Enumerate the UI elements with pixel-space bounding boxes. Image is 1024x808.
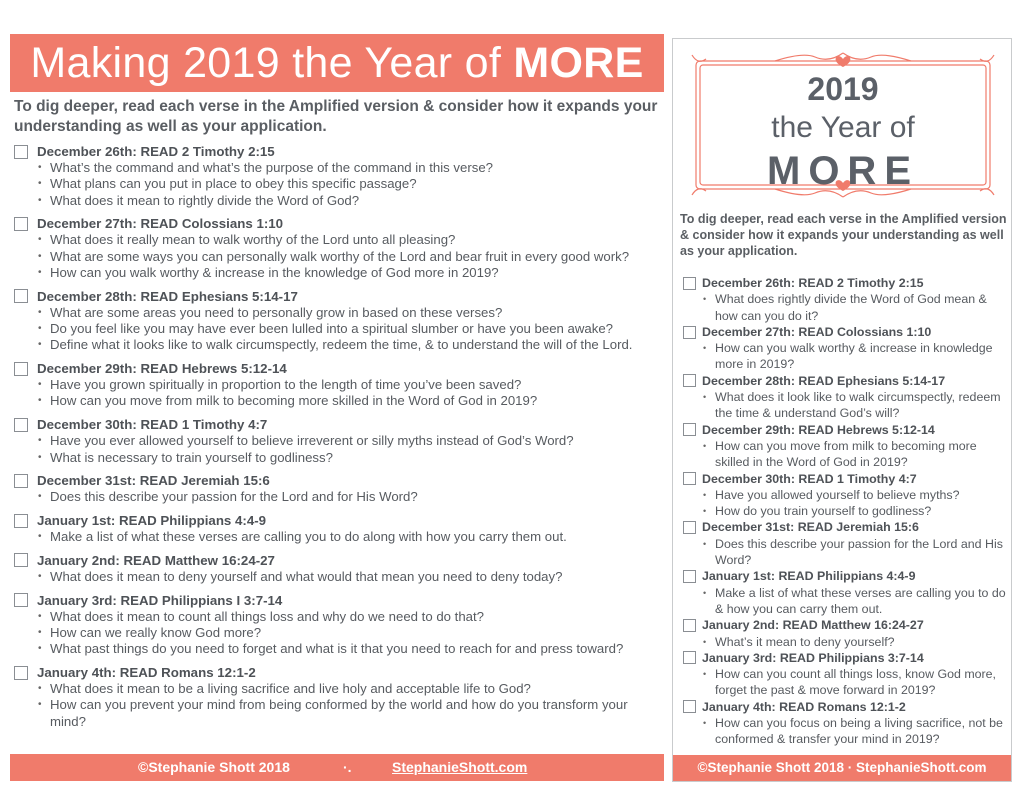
question-item: • What does it mean to count all things loss and why do we need to do that? (38, 609, 664, 625)
question-list (683, 389, 1008, 422)
reading-heading-text: January 1st: READ Philippians 4:4-9 (702, 569, 916, 584)
reading-item (14, 512, 664, 545)
checkbox[interactable] (683, 423, 696, 436)
question-list (14, 160, 664, 209)
question-item: • How can you focus on being a living sacrifice, not be conformed & transfer your mind in 2019? (703, 715, 1008, 748)
reading-item (683, 422, 1008, 471)
reading-heading-text: December 30th: READ 1 Timothy 4:7 (702, 471, 917, 486)
question-item: • Have you grown spiritually in proportion to the length of time you’ve been saved? (38, 377, 664, 393)
reading-item (683, 650, 1008, 699)
left-footer-link[interactable]: StephanieShott.com (392, 759, 528, 775)
reading-item (14, 472, 664, 505)
question-item: • How can you prevent your mind from being conformed by the world and how do you transform your mind? (38, 697, 664, 730)
reading-item-heading (683, 568, 1008, 584)
reading-heading-text: December 26th: READ 2 Timothy 2:15 (702, 276, 924, 290)
checkbox[interactable] (683, 651, 696, 664)
reading-item-heading (683, 650, 1008, 666)
question-item: • What does it really mean to walk worthy of the Lord unto all pleasing? (38, 232, 664, 248)
reading-item-heading (683, 699, 1008, 715)
checkbox[interactable] (14, 289, 28, 303)
reading-heading-text: January 1st: READ Philippians 4:4-9 (37, 513, 267, 529)
question-list (683, 585, 1008, 618)
reading-item-heading (683, 471, 1008, 487)
checkbox[interactable] (683, 374, 696, 387)
question-item: • What are some areas you need to personally grow in based on these verses? (38, 305, 664, 321)
reading-item (683, 699, 1008, 748)
question-item: • Does this describe your passion for the Lord and for His Word? (38, 489, 664, 505)
reading-item (14, 592, 664, 658)
left-footer (10, 754, 664, 781)
question-item: • What plans can you put in place to obey this specific passage? (38, 176, 664, 192)
left-title-more: MORE (513, 39, 644, 87)
right-intro: To dig deeper, read each verse in the Amplified version & consider how it expands your understanding as well as your application. (680, 212, 1007, 258)
right-card (672, 38, 1012, 782)
question-list (683, 634, 1008, 650)
question-item: • What past things do you need to forget and what is it that you need to reach for and press toward? (38, 641, 664, 657)
question-item: • How can you move from milk to becoming more skilled in the Word of God in 2019? (703, 438, 1008, 471)
question-list (14, 489, 664, 505)
reading-item (14, 552, 664, 585)
question-item: • Have you ever allowed yourself to believe irreverent or silly myths instead of God’s Word? (38, 433, 664, 449)
checkbox[interactable] (14, 362, 28, 376)
question-item: • Does this describe your passion for the Lord and His Word? (703, 536, 1008, 569)
left-title-text: Making 2019 the Year of (30, 39, 514, 87)
reading-heading-text: December 28th: READ Ephesians 5:14-17 (702, 373, 946, 388)
question-item: • How can you count all things loss, know God more, forget the past & move forward in 2019? (703, 666, 1008, 699)
reading-heading-text: December 27th: READ Colossians 1:10 (37, 216, 284, 232)
reading-item-heading (683, 324, 1008, 340)
question-item: • How can you move from milk to becoming more skilled in the Word of God in 2019? (38, 393, 664, 409)
reading-item (14, 416, 664, 466)
reading-item (14, 360, 664, 410)
checkbox[interactable] (14, 418, 28, 432)
reading-heading-text: January 4th: READ Romans 12:1-2 (702, 699, 906, 714)
checkbox[interactable] (683, 277, 696, 290)
reading-item-heading (14, 592, 664, 609)
question-item: • What does it mean to deny yourself and what would that mean you need to deny today? (38, 569, 664, 585)
checkbox[interactable] (14, 593, 28, 607)
reading-item-heading (683, 373, 1008, 389)
reading-heading-text: December 30th: READ 1 Timothy 4:7 (37, 417, 268, 433)
reading-item (683, 471, 1008, 520)
card-title-more: MORE (767, 149, 919, 193)
reading-item-heading (683, 617, 1008, 633)
left-reading-list (14, 143, 664, 737)
checkbox[interactable] (14, 474, 28, 488)
checkbox[interactable] (14, 514, 28, 528)
reading-heading-text: December 29th: READ Hebrews 5:12-14 (37, 361, 287, 377)
checkbox[interactable] (14, 145, 28, 159)
question-list (14, 433, 664, 466)
reading-item-heading (683, 422, 1008, 438)
question-item: • Do you feel like you may have ever been lulled into a spiritual slumber or have you been awake? (38, 321, 664, 337)
reading-heading-text: January 3rd: READ Philippians I 3:7-14 (37, 592, 283, 608)
reading-item (14, 215, 664, 281)
reading-heading-text: January 3rd: READ Philippians 3:7-14 (702, 650, 924, 665)
checkbox[interactable] (14, 217, 28, 231)
checkbox[interactable] (683, 472, 696, 485)
question-list (14, 305, 664, 354)
question-list (14, 232, 664, 281)
right-footer: ©Stephanie Shott 2018 · StephanieShott.com (673, 755, 1011, 781)
card-title-the-year-of: the Year of (771, 111, 915, 144)
reading-item-heading (14, 215, 664, 232)
question-list (683, 715, 1008, 748)
reading-item-heading (14, 472, 664, 489)
question-item: • What are some ways you can personally walk worthy of the Lord and bear fruit in every good work? (38, 249, 664, 265)
reading-item (683, 275, 1008, 324)
question-list (14, 529, 664, 545)
question-list (14, 569, 664, 585)
reading-heading-text: December 27th: READ Colossians 1:10 (702, 324, 932, 339)
reading-item (14, 143, 664, 209)
question-list (683, 536, 1008, 569)
question-item: • What does it look like to walk circumspectly, redeem the time & understand God’s will? (703, 389, 1008, 422)
question-list (683, 666, 1008, 699)
reading-heading-text: December 28th: READ Ephesians 5:14-17 (37, 288, 298, 304)
question-list (683, 438, 1008, 471)
card-title-year: 2019 (807, 71, 879, 107)
question-item: • What does rightly divide the Word of God mean & how can you do it? (703, 291, 1008, 324)
reading-item (683, 324, 1008, 373)
title-frame (690, 51, 996, 199)
question-item: • How can we really know God more? (38, 625, 664, 641)
reading-item-heading (14, 664, 664, 681)
question-list (14, 377, 664, 410)
reading-item (683, 373, 1008, 422)
reading-item (14, 288, 664, 354)
question-list (14, 609, 664, 658)
checkbox[interactable] (683, 326, 696, 339)
reading-heading-text: December 31st: READ Jeremiah 15:6 (702, 520, 919, 535)
question-item: • What’s it mean to deny yourself? (703, 634, 1008, 650)
question-item: • What is necessary to train yourself to godliness? (38, 450, 664, 466)
reading-heading-text: December 29th: READ Hebrews 5:12-14 (702, 422, 935, 437)
checkbox[interactable] (683, 521, 696, 534)
question-list (683, 340, 1008, 373)
left-title-banner (10, 34, 664, 92)
checkbox[interactable] (14, 553, 28, 567)
reading-item-heading (14, 360, 664, 377)
question-item: • Make a list of what these verses are calling you to do & how you can carry them out. (703, 585, 1008, 618)
question-list (683, 291, 1008, 324)
checkbox[interactable] (683, 700, 696, 713)
question-item: • Define what it looks like to walk circumspectly, redeem the time, & to understand the will of the Lord. (38, 337, 664, 353)
reading-item-heading (683, 275, 1008, 291)
reading-item-heading (14, 288, 664, 305)
checkbox[interactable] (683, 619, 696, 632)
reading-item-heading (14, 512, 664, 529)
reading-item (683, 568, 1008, 617)
left-footer-copyright: ©Stephanie Shott 2018 (138, 759, 290, 775)
left-footer-separator: ·. (343, 759, 352, 775)
reading-item (14, 664, 664, 730)
checkbox[interactable] (14, 666, 28, 680)
reading-item-heading (14, 143, 664, 160)
right-reading-list (683, 275, 1008, 748)
reading-item-heading (14, 552, 664, 569)
reading-item-heading (14, 416, 664, 433)
reading-heading-text: December 26th: READ 2 Timothy 2:15 (37, 144, 275, 159)
reading-heading-text: January 2nd: READ Matthew 16:24-27 (702, 618, 924, 633)
reading-item-heading (683, 519, 1008, 535)
question-item: • What’s the command and what’s the purpose of the command in this verse? (38, 160, 664, 176)
question-item: • What does it mean to rightly divide the Word of God? (38, 193, 664, 209)
question-item: • How can you walk worthy & increase in knowledge more in 2019? (703, 340, 1008, 373)
checkbox[interactable] (683, 570, 696, 583)
question-item: • How do you train yourself to godliness? (703, 503, 1008, 519)
left-intro: To dig deeper, read each verse in the Amplified version & consider how it expands your understanding as well as your application. (14, 98, 658, 135)
reading-item (683, 617, 1008, 650)
reading-heading-text: January 2nd: READ Matthew 16:24-27 (37, 552, 275, 568)
question-item: • What does it mean to be a living sacrifice and live holy and acceptable life to God? (38, 681, 664, 697)
question-list (683, 487, 1008, 520)
reading-heading-text: December 31st: READ Jeremiah 15:6 (37, 473, 270, 489)
question-list (14, 681, 664, 730)
reading-heading-text: January 4th: READ Romans 12:1-2 (37, 665, 256, 681)
question-item: • How can you walk worthy & increase in the knowledge of God more in 2019? (38, 265, 664, 281)
question-item: • Make a list of what these verses are calling you to do along with how you carry them out. (38, 529, 664, 545)
question-item: • Have you allowed yourself to believe myths? (703, 487, 1008, 503)
reading-item (683, 519, 1008, 568)
